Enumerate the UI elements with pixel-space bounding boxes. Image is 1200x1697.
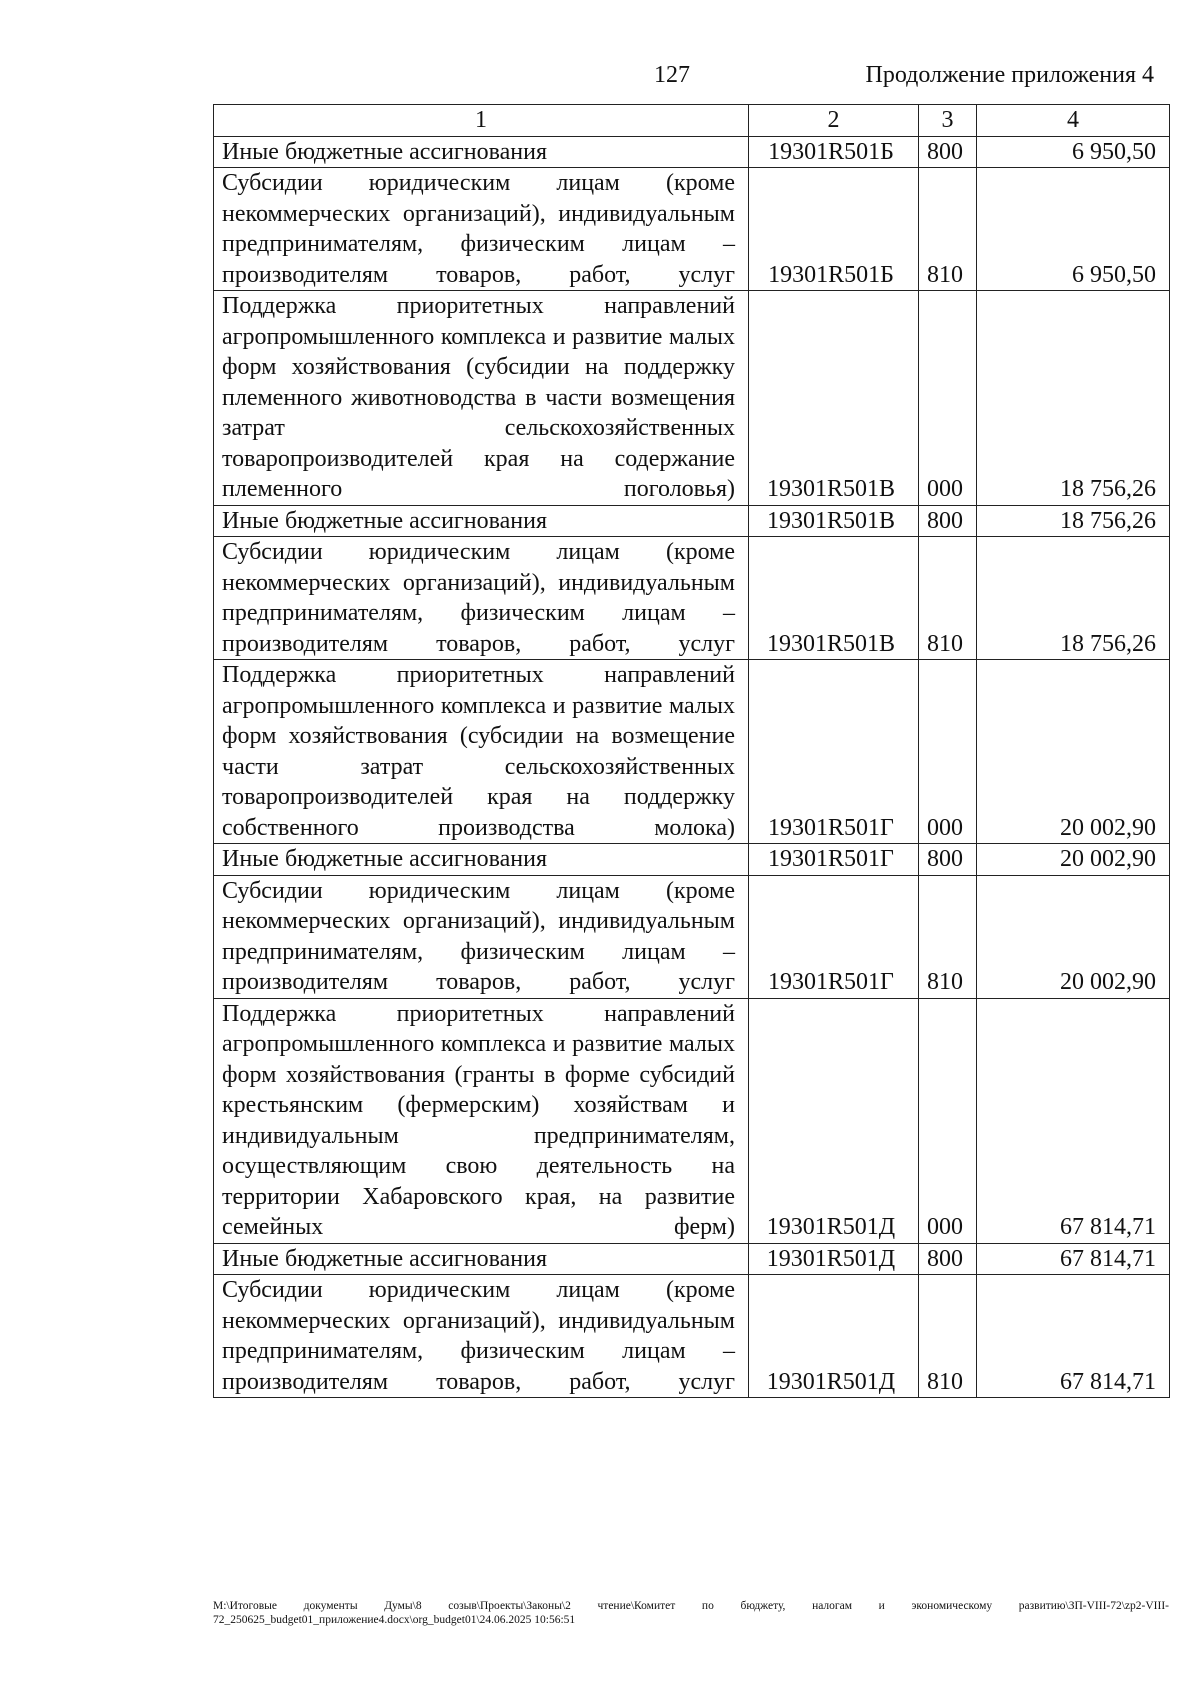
column-header-1: 1	[214, 105, 749, 137]
row-amount: 6 950,50	[977, 136, 1170, 168]
row-expense-type: 800	[919, 844, 977, 876]
row-description: Субсидии юридическим лицам (кроме некоммерческих организаций), индивидуальным предпринимателям, физическим лицам – производителям товаров, работ, услуг	[214, 168, 749, 291]
row-description: Поддержка приоритетных направлений агропромышленного комплекса и развитие малых форм хозяйствования (субсидии на возмещение части затрат сельскохозяйственных товаропроизводителей края на поддержку собственного производства молока)	[214, 660, 749, 844]
row-expense-type: 000	[919, 998, 977, 1243]
column-header-2: 2	[749, 105, 919, 137]
column-header-4: 4	[977, 105, 1170, 137]
row-description: Субсидии юридическим лицам (кроме некоммерческих организаций), индивидуальным предпринимателям, физическим лицам – производителям товаров, работ, услуг	[214, 537, 749, 660]
row-target-code: 19301R501Б	[749, 136, 919, 168]
row-target-code: 19301R501Д	[749, 1243, 919, 1275]
table-row	[214, 168, 1170, 291]
row-expense-type: 000	[919, 660, 977, 844]
row-description: Субсидии юридическим лицам (кроме некоммерческих организаций), индивидуальным предпринимателям, физическим лицам – производителям товаров, работ, услуг	[214, 875, 749, 998]
row-expense-type: 000	[919, 291, 977, 506]
row-description: Иные бюджетные ассигнования	[214, 136, 749, 168]
row-amount: 67 814,71	[977, 998, 1170, 1243]
table-row	[214, 998, 1170, 1243]
row-description: Иные бюджетные ассигнования	[214, 1243, 749, 1275]
table-row	[214, 875, 1170, 998]
table-row	[214, 537, 1170, 660]
row-description: Иные бюджетные ассигнования	[214, 844, 749, 876]
row-amount: 20 002,90	[977, 844, 1170, 876]
table-row	[214, 291, 1170, 506]
row-expense-type: 800	[919, 1243, 977, 1275]
table-row	[214, 844, 1170, 876]
row-expense-type: 800	[919, 136, 977, 168]
row-description: Поддержка приоритетных направлений агропромышленного комплекса и развитие малых форм хозяйствования (гранты в форме субсидий крестьянским (фермерским) хозяйствам и индивидуальным предпринимателям, осуществляющим свою деятельность на территории Хабаровского края, на развитие семейных ферм)	[214, 998, 749, 1243]
table-row	[214, 1243, 1170, 1275]
row-description: Поддержка приоритетных направлений агропромышленного комплекса и развитие малых форм хозяйствования (субсидии на поддержку племенного животноводства в части возмещения затрат сельскохозяйственных товаропроизводителей края на содержание племенного поголовья)	[214, 291, 749, 506]
row-target-code: 19301R501В	[749, 505, 919, 537]
row-amount: 18 756,26	[977, 537, 1170, 660]
table-row	[214, 1275, 1170, 1398]
row-amount: 67 814,71	[977, 1243, 1170, 1275]
row-description: Иные бюджетные ассигнования	[214, 505, 749, 537]
row-amount: 18 756,26	[977, 505, 1170, 537]
row-amount: 6 950,50	[977, 168, 1170, 291]
row-target-code: 19301R501Г	[749, 875, 919, 998]
document-file-path: М:\Итоговые документы Думы\8 созыв\Проекты\Законы\2 чтение\Комитет по бюджету, налогам и экономическому развитию\ЗП-VIII-72\zp2-VIII-72_250625_budget01_приложение4.docx\org_budget01\24.06.2025 10:56:51	[213, 1600, 1169, 1626]
page-number: 127	[654, 62, 690, 88]
table-header-row	[214, 105, 1170, 137]
row-target-code: 19301R501Г	[749, 844, 919, 876]
row-amount: 18 756,26	[977, 291, 1170, 506]
row-target-code: 19301R501Г	[749, 660, 919, 844]
row-target-code: 19301R501Б	[749, 168, 919, 291]
row-expense-type: 810	[919, 537, 977, 660]
row-target-code: 19301R501В	[749, 291, 919, 506]
row-target-code: 19301R501Д	[749, 998, 919, 1243]
row-expense-type: 800	[919, 505, 977, 537]
row-expense-type: 810	[919, 1275, 977, 1398]
appendix-continuation-title: Продолжение приложения 4	[865, 62, 1154, 88]
row-amount: 67 814,71	[977, 1275, 1170, 1398]
row-description: Субсидии юридическим лицам (кроме некоммерческих организаций), индивидуальным предпринимателям, физическим лицам – производителям товаров, работ, услуг	[214, 1275, 749, 1398]
table-row	[214, 136, 1170, 168]
row-expense-type: 810	[919, 168, 977, 291]
row-target-code: 19301R501В	[749, 537, 919, 660]
row-expense-type: 810	[919, 875, 977, 998]
row-target-code: 19301R501Д	[749, 1275, 919, 1398]
row-amount: 20 002,90	[977, 875, 1170, 998]
budget-table	[213, 104, 1170, 1398]
row-amount: 20 002,90	[977, 660, 1170, 844]
table-row	[214, 505, 1170, 537]
column-header-3: 3	[919, 105, 977, 137]
table-row	[214, 660, 1170, 844]
